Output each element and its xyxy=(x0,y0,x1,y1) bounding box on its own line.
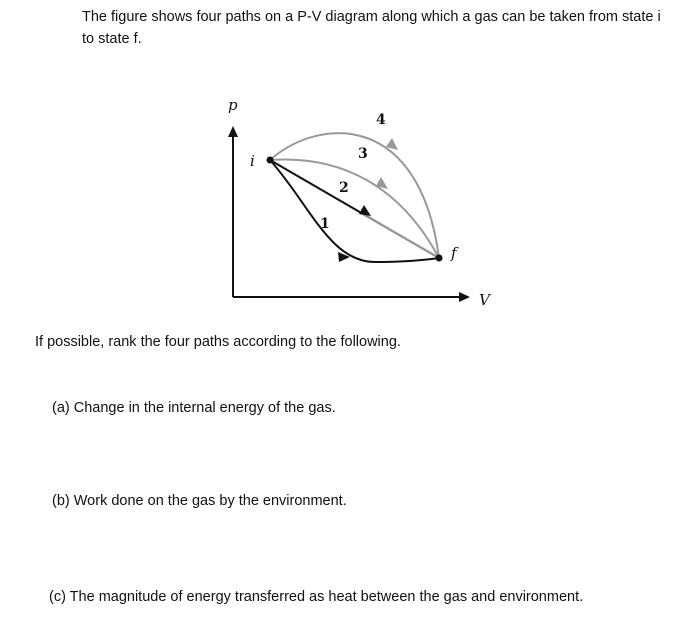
p-axis-label: p xyxy=(228,96,238,114)
path-3-label: 3 xyxy=(358,146,368,162)
v-axis-label: V xyxy=(479,291,490,309)
problem-statement: The figure shows four paths on a P-V diagram along which a gas can be taken from state i to state f. xyxy=(82,9,661,47)
state-f-label: f xyxy=(451,244,457,262)
state-i-label: i xyxy=(250,152,255,170)
state-i-point xyxy=(267,157,274,164)
state-f-point xyxy=(436,255,443,262)
path-2-label: 2 xyxy=(339,180,349,196)
instructions: If possible, rank the four paths according to the following. xyxy=(35,334,401,350)
p-axis-arrow-icon xyxy=(228,126,238,137)
question-a: (a) Change in the internal energy of the gas. xyxy=(52,400,336,416)
path-4-curve xyxy=(270,133,439,258)
path-2-line-tail xyxy=(360,212,439,258)
path-1-label: 1 xyxy=(320,216,330,232)
question-c: (c) The magnitude of energy transferred as heat between the gas and environment. xyxy=(49,589,584,605)
path-4-label: 4 xyxy=(376,112,386,128)
question-b: (b) Work done on the gas by the environment. xyxy=(52,493,347,509)
v-axis-arrow-icon xyxy=(459,292,470,302)
path-2-arrow-icon xyxy=(359,205,371,216)
